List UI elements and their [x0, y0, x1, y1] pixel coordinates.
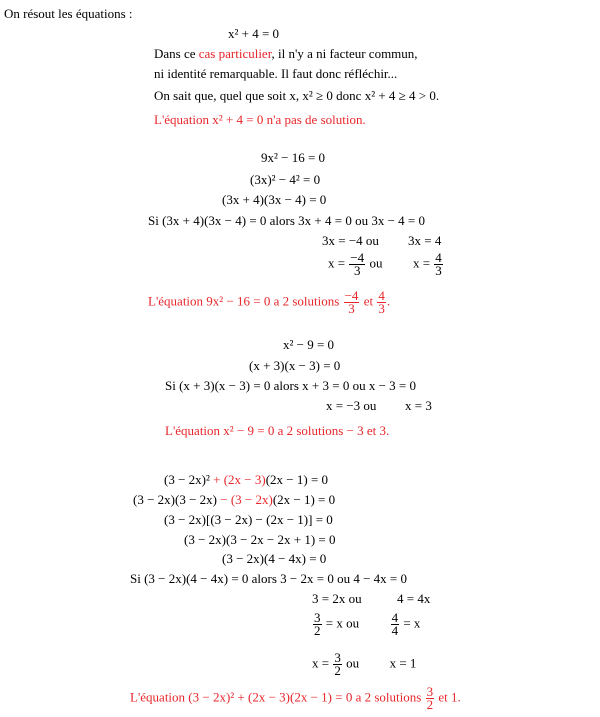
eq4-frac-line-2: [312, 652, 416, 677]
eq2-fraction-1-den: 3: [354, 263, 361, 278]
eq4-frac-a-num: 3: [314, 610, 321, 625]
eq4-frac-b: [391, 612, 400, 637]
eq4-frac-a-den: 2: [314, 623, 321, 638]
eq4-frac-b-rest: = x: [403, 615, 421, 631]
eq2-conclusion-text: L'équation 9x² − 16 = 0 a 2 solutions: [148, 293, 340, 309]
eq2-conclusion: [148, 290, 390, 315]
eq2-line4: Si (3x + 4)(3x − 4) = 0 alors 3x + 4 = 0 ou 3x − 4 = 0: [148, 213, 425, 228]
eq1-text1-a: Dans ce: [154, 46, 199, 61]
eq2-fraction-2: [434, 252, 443, 277]
eq2-conclusion-et: et: [363, 293, 374, 309]
eq2-conclusion-frac-2-num: 4: [378, 288, 385, 303]
eq2-conclusion-end: .: [386, 293, 391, 309]
eq4-ou: ou: [346, 655, 360, 671]
eq1-text2: ni identité remarquable. Il faut donc réfléchir...: [154, 66, 398, 81]
eq4-conclusion-frac-den: 2: [426, 697, 434, 712]
eq4-x1: x = 1: [389, 655, 417, 671]
eq2-x-eq-1: x =: [328, 255, 346, 271]
eq2-fraction-2-num: 4: [435, 250, 442, 265]
eq4-line2-a: (3 − 2x)(3 − 2x): [133, 492, 217, 507]
eq1-conclusion: L'équation x² + 4 = 0 n'a pas de solution.: [154, 112, 366, 127]
eq2-line1: 9x² − 16 = 0: [261, 150, 326, 165]
eq2-line5b: 3x = 4: [408, 233, 442, 248]
eq4-conclusion: [130, 686, 461, 711]
eq4-line1: [164, 472, 328, 488]
eq2-fraction-1-num: −4: [350, 250, 365, 265]
eq4-line1-end: (2x − 1) = 0: [265, 472, 329, 487]
eq2-conclusion-frac-2-den: 3: [378, 301, 385, 316]
eq2-line3: (3x + 4)(3x − 4) = 0: [222, 192, 327, 207]
eq4-frac-c-num: 3: [334, 650, 341, 665]
eq4-line1-a: (3 − 2x)²: [164, 472, 210, 487]
eq2-fraction-1: [349, 252, 365, 277]
eq2-ou: ou: [369, 255, 383, 271]
eq4-frac-a-rest: = x ou: [325, 615, 360, 631]
eq4-frac-c: [333, 652, 342, 677]
eq4-frac-b-num: 4: [391, 610, 399, 625]
eq3-line1: x² − 9 = 0: [283, 337, 335, 352]
eq2-fraction-2-den: 3: [435, 263, 442, 278]
eq1-special-case: cas particulier: [198, 46, 272, 61]
eq4-conclusion-end: et 1.: [438, 689, 461, 705]
eq4-line2: [133, 492, 335, 508]
eq1-text3: On sait que, quel que soit x, x² ≥ 0 donc x² + 4 ≥ 4 > 0.: [154, 88, 440, 103]
eq1-text1-b: , il n'y a ni facteur commun,: [271, 46, 418, 61]
eq3-line4b: x = 3: [405, 398, 432, 413]
eq1-text1: [154, 46, 418, 62]
eq4-line4: (3 − 2x)(3 − 2x − 2x + 1) = 0: [184, 532, 336, 547]
eq2-conclusion-frac-2: [377, 290, 386, 315]
eq4-line2-red: − (3 − 2x): [220, 492, 273, 507]
eq2-conclusion-frac-1: [344, 290, 360, 315]
intro-text: On résout les équations :: [4, 6, 133, 21]
eq3-conclusion: L'équation x² − 9 = 0 a 2 solutions − 3 et 3.: [165, 423, 390, 438]
eq4-frac-b-den: 4: [391, 623, 399, 638]
eq4-line7a: 3 = 2x ou: [312, 591, 362, 606]
eq4-conclusion-frac: [426, 686, 435, 711]
eq3-line2: (x + 3)(x − 3) = 0: [249, 358, 341, 373]
eq4-line1-red: + (2x − 3): [213, 472, 266, 487]
eq2-frac-line: [328, 252, 444, 277]
eq4-x-eq: x =: [312, 655, 330, 671]
eq4-frac-line-1: [312, 612, 420, 637]
eq1-title: x² + 4 = 0: [228, 26, 280, 41]
eq4-line6: Si (3 − 2x)(4 − 4x) = 0 alors 3 − 2x = 0 ou 4 − 4x = 0: [130, 571, 407, 586]
eq4-line7b: 4 = 4x: [397, 591, 431, 606]
eq2-x-eq-2: x =: [412, 255, 431, 271]
eq2-line2: (3x)² − 4² = 0: [250, 172, 321, 187]
eq4-conclusion-text: L'équation (3 − 2x)² + (2x − 3)(2x − 1) = 0 a 2 solutions: [130, 689, 422, 705]
eq4-line2-end: (2x − 1) = 0: [272, 492, 336, 507]
eq3-line3: Si (x + 3)(x − 3) = 0 alors x + 3 = 0 ou x − 3 = 0: [165, 378, 416, 393]
eq2-conclusion-frac-1-num: −4: [344, 288, 359, 303]
eq4-line5: (3 − 2x)(4 − 4x) = 0: [222, 551, 327, 566]
eq4-frac-c-den: 2: [334, 663, 341, 678]
eq4-frac-a: [313, 612, 322, 637]
eq2-conclusion-frac-1-den: 3: [348, 301, 355, 316]
eq2-line5a: 3x = −4 ou: [322, 233, 379, 248]
eq3-line4a: x = −3 ou: [326, 398, 377, 413]
eq4-line3: (3 − 2x)[(3 − 2x) − (2x − 1)] = 0: [164, 512, 333, 527]
eq4-conclusion-frac-num: 3: [426, 684, 434, 699]
